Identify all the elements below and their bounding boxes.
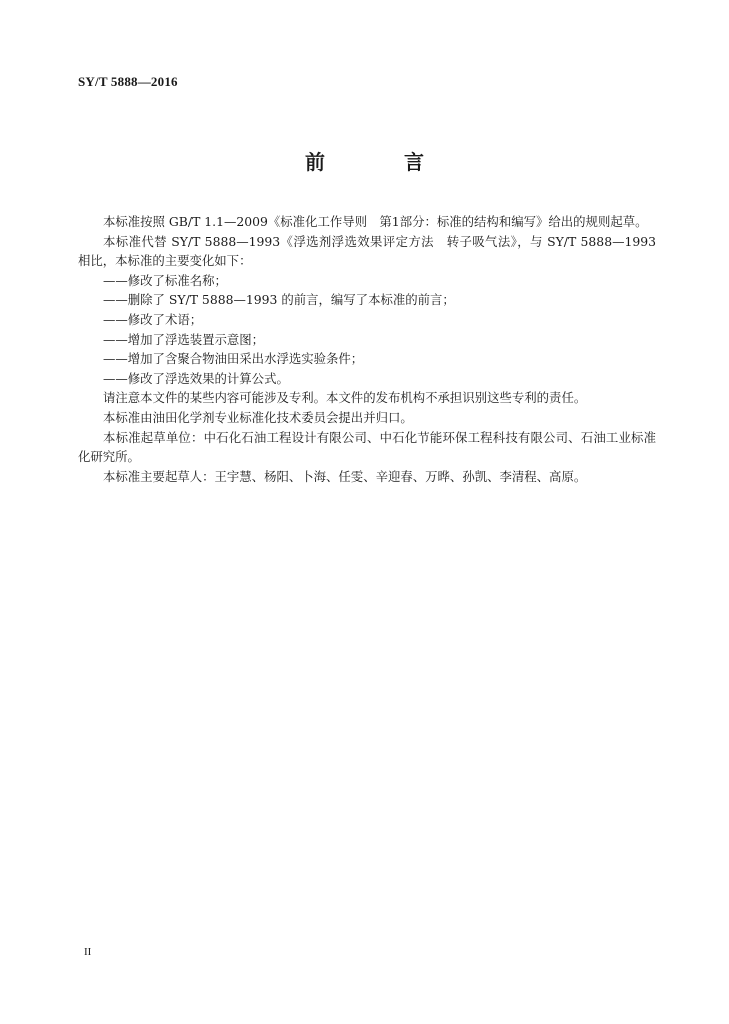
paragraph-proposer: 本标准由油田化学剂专业标准化技术委员会提出并归口。 — [103, 409, 413, 425]
paragraph-replacement: 本标准代替 SY/T 5888—1993《浮选剂浮选效果评定方法 转子吸气法》，与 SY/T 5888—1993 相比，本标准的主要变化如下： — [78, 233, 656, 269]
change-item: ——修改了标准名称； — [103, 272, 227, 288]
page-number: II — [84, 946, 92, 958]
change-item: ——删除了 SY/T 5888—1993 的前言，编写了本标准的前言； — [103, 292, 455, 308]
change-item: ——修改了术语； — [103, 311, 203, 327]
paragraph-patent-notice: 请注意本文件的某些内容可能涉及专利。本文件的发布机构不承担识别这些专利的责任。 — [103, 390, 587, 406]
change-item: ——增加了浮选装置示意图； — [103, 331, 265, 347]
paragraph-drafting-units: 本标准起草单位：中石化石油工程设计有限公司、中石化节能环保工程科技有限公司、石油工业标准化研究所。 — [78, 429, 656, 465]
section-title: 前 言 — [305, 150, 460, 174]
paragraph-drafting-rules: 本标准按照 GB/T 1.1—2009《标准化工作导则 第1部分：标准的结构和编写》给出的规则起草。 — [103, 214, 648, 229]
change-item: ——增加了含聚合物油田采出水浮选实验条件； — [103, 351, 364, 367]
paragraph-drafters: 本标准主要起草人：王宇慧、杨阳、卜海、任雯、辛迎春、万晔、孙凯、李清程、高原。 — [103, 468, 587, 484]
change-item: ——修改了浮选效果的计算公式。 — [103, 370, 289, 386]
document-code: SY/T 5888—2016 — [78, 74, 178, 89]
foreword-body — [78, 212, 656, 486]
